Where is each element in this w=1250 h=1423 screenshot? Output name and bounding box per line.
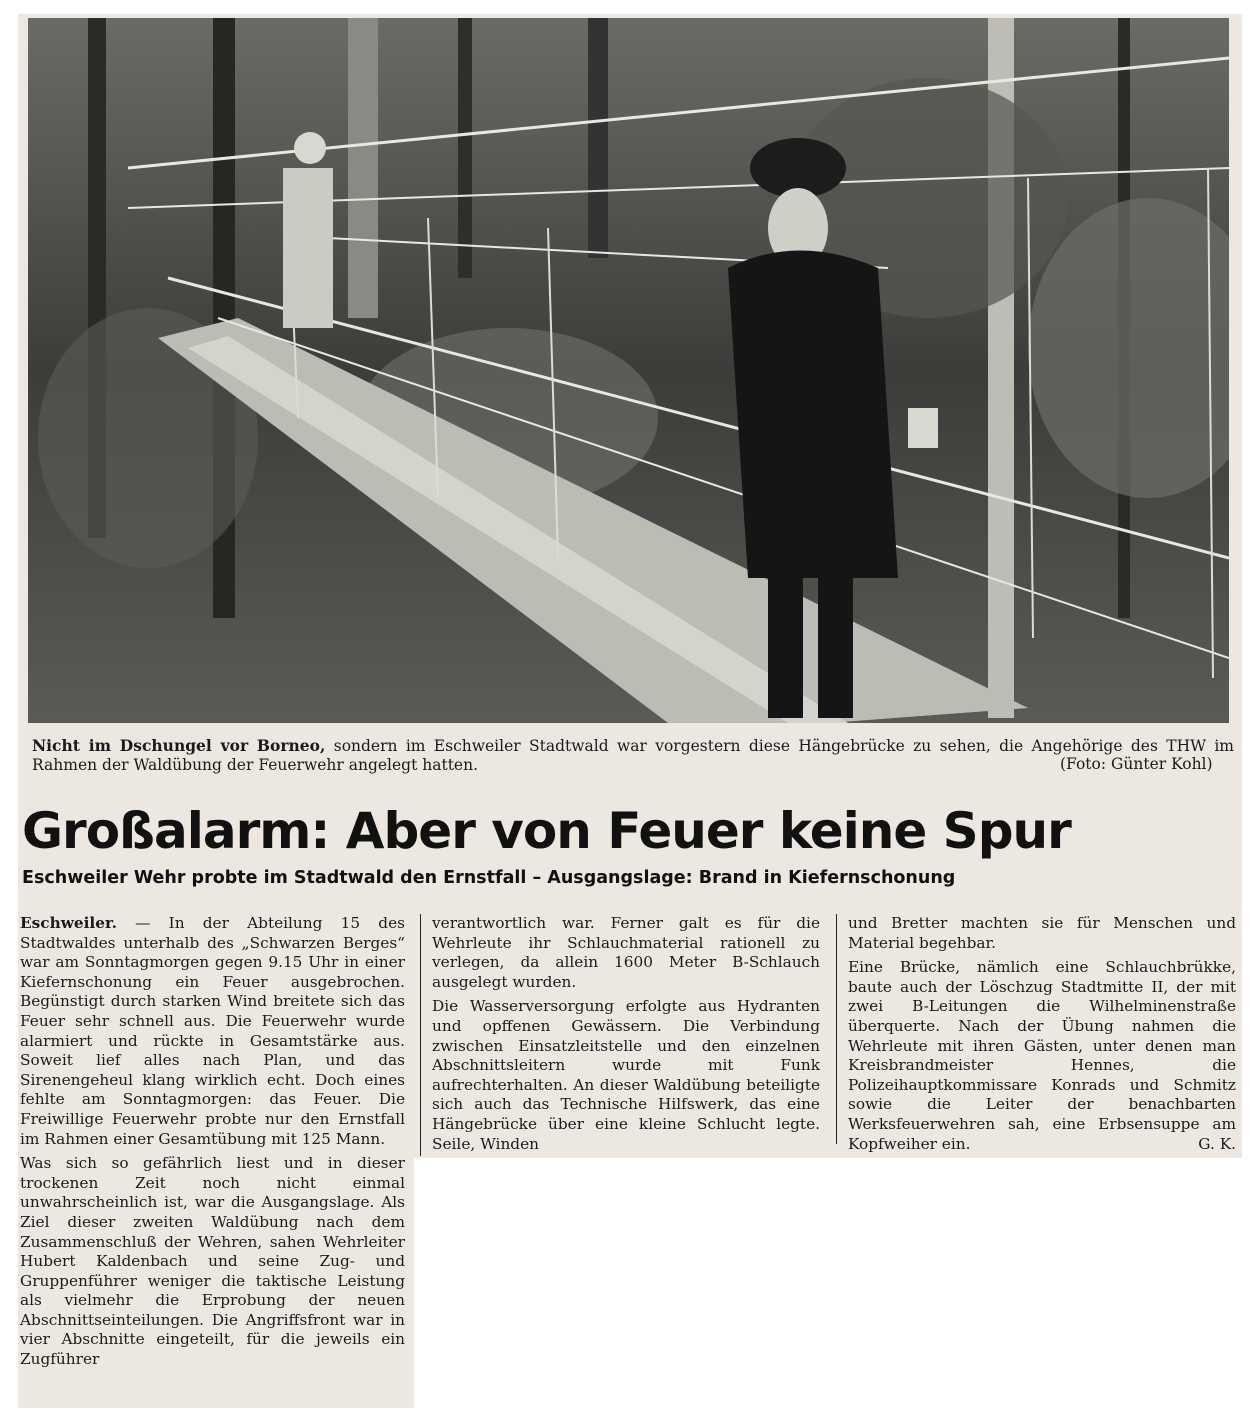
caption-lead: Nicht im Dschungel vor Borneo, — [32, 736, 326, 755]
col3-paragraph-1: und Bretter machten sie für Menschen und Material begehbar. — [848, 914, 1236, 952]
column-rule-1 — [420, 914, 421, 1156]
subheadline: Eschweiler Wehr probte im Stadtwald den Ernstfall – Ausgangslage: Brand in Kiefernschonung — [22, 868, 956, 888]
caption-text: sondern im Eschweiler Stadtwald war vorgestern diese Hängebrücke zu sehen, die Angehörige des THW im Rahmen der Waldübung der Feuerwehr angelegt hatten. — [32, 737, 1235, 774]
photo-caption — [32, 736, 1234, 775]
photo-illustration — [28, 18, 1229, 723]
article-column-3 — [848, 914, 1236, 1159]
col1-paragraph-2: Was sich so gefährlich liest und in dieser trockenen Zeit noch nicht einmal unwahrscheinlich ist, war die Ausgangslage. Als Ziel dieser zweiten Waldübung nach dem Zusammenschluß der Wehren, sahen Wehrleiter Hubert Kaldenbach und seine Zug- und Gruppenführer weniger die taktische Leistung als vielmehr die Erprobung der neuen Abschnittseinteilungen. Die Angriffsfront war in vier Abschnitte eingeteilt, für die jeweils ein Zugführer — [20, 1154, 405, 1369]
headline: Großalarm: Aber von Feuer keine Spur — [22, 802, 1071, 860]
col2-paragraph-1: verantwortlich war. Ferner galt es für die Wehrleute ihr Schlauchmaterial rationell zu verlegen, da allein 1600 Meter B-Schlauch ausgelegt wurden. — [432, 914, 820, 991]
column-rule-2 — [836, 914, 837, 1144]
suspension-bridge-photo — [28, 18, 1229, 723]
col1-paragraph-1: — In der Abteilung 15 des Stadtwaldes unterhalb des „Schwarzen Berges“ war am Sonntagmorgen gegen 9.15 Uhr in einer Kiefernschonung ein Feuer ausgebrochen. Begünstigt durch starken Wind breitete sich das Feuer sehr schnell aus. Die Feuerwehr wurde alarmiert und rückte in Gesamtstärke aus. Soweit lief alles nach Plan, und das Sirenengeheul klang wirklich echt. Doch eines fehlte am Sonntagmorgen: das Feuer. Die Freiwillige Feuerwehr probte nur den Ernstfall im Rahmen einer Gesamtübung mit 125 Mann. — [20, 914, 405, 1148]
article-column-2 — [432, 914, 820, 1159]
col3-paragraph-2: Eine Brücke, nämlich eine Schlauchbrükke, baute auch der Löschzug Stadtmitte II, der mit zwei B-Leitungen die Wilhelminenstraße überquerte. Nach der Übung nahmen die Wehrleute mit ihren Gästen, unter denen man Kreisbrandmeister Hennes, die Polizeihauptkommissare Konrads und Schmitz sowie die Leiter der benachbarten Werksfeuerwehren sah, eine Erbsensuppe am Kopfweiher ein. — [848, 958, 1236, 1153]
col2-paragraph-2: Die Wasserversorgung erfolgte aus Hydranten und opffenen Gewässern. Die Verbindung zwischen Einsatzleitstelle und den einzelnen Abschnittsleitern wurde mit Funk aufrechterhalten. An dieser Waldübung beteiligte sich auch das Technische Hilfswerk, das eine Hängebrücke über eine kleine Schlucht legte. Seile, Winden — [432, 997, 820, 1153]
photo-credit: (Foto: Günter Kohl) — [1060, 755, 1213, 773]
article-column-1 — [20, 914, 405, 1375]
dateline: Eschweiler. — [20, 914, 117, 932]
author-signature: G. K. — [1198, 1134, 1236, 1153]
